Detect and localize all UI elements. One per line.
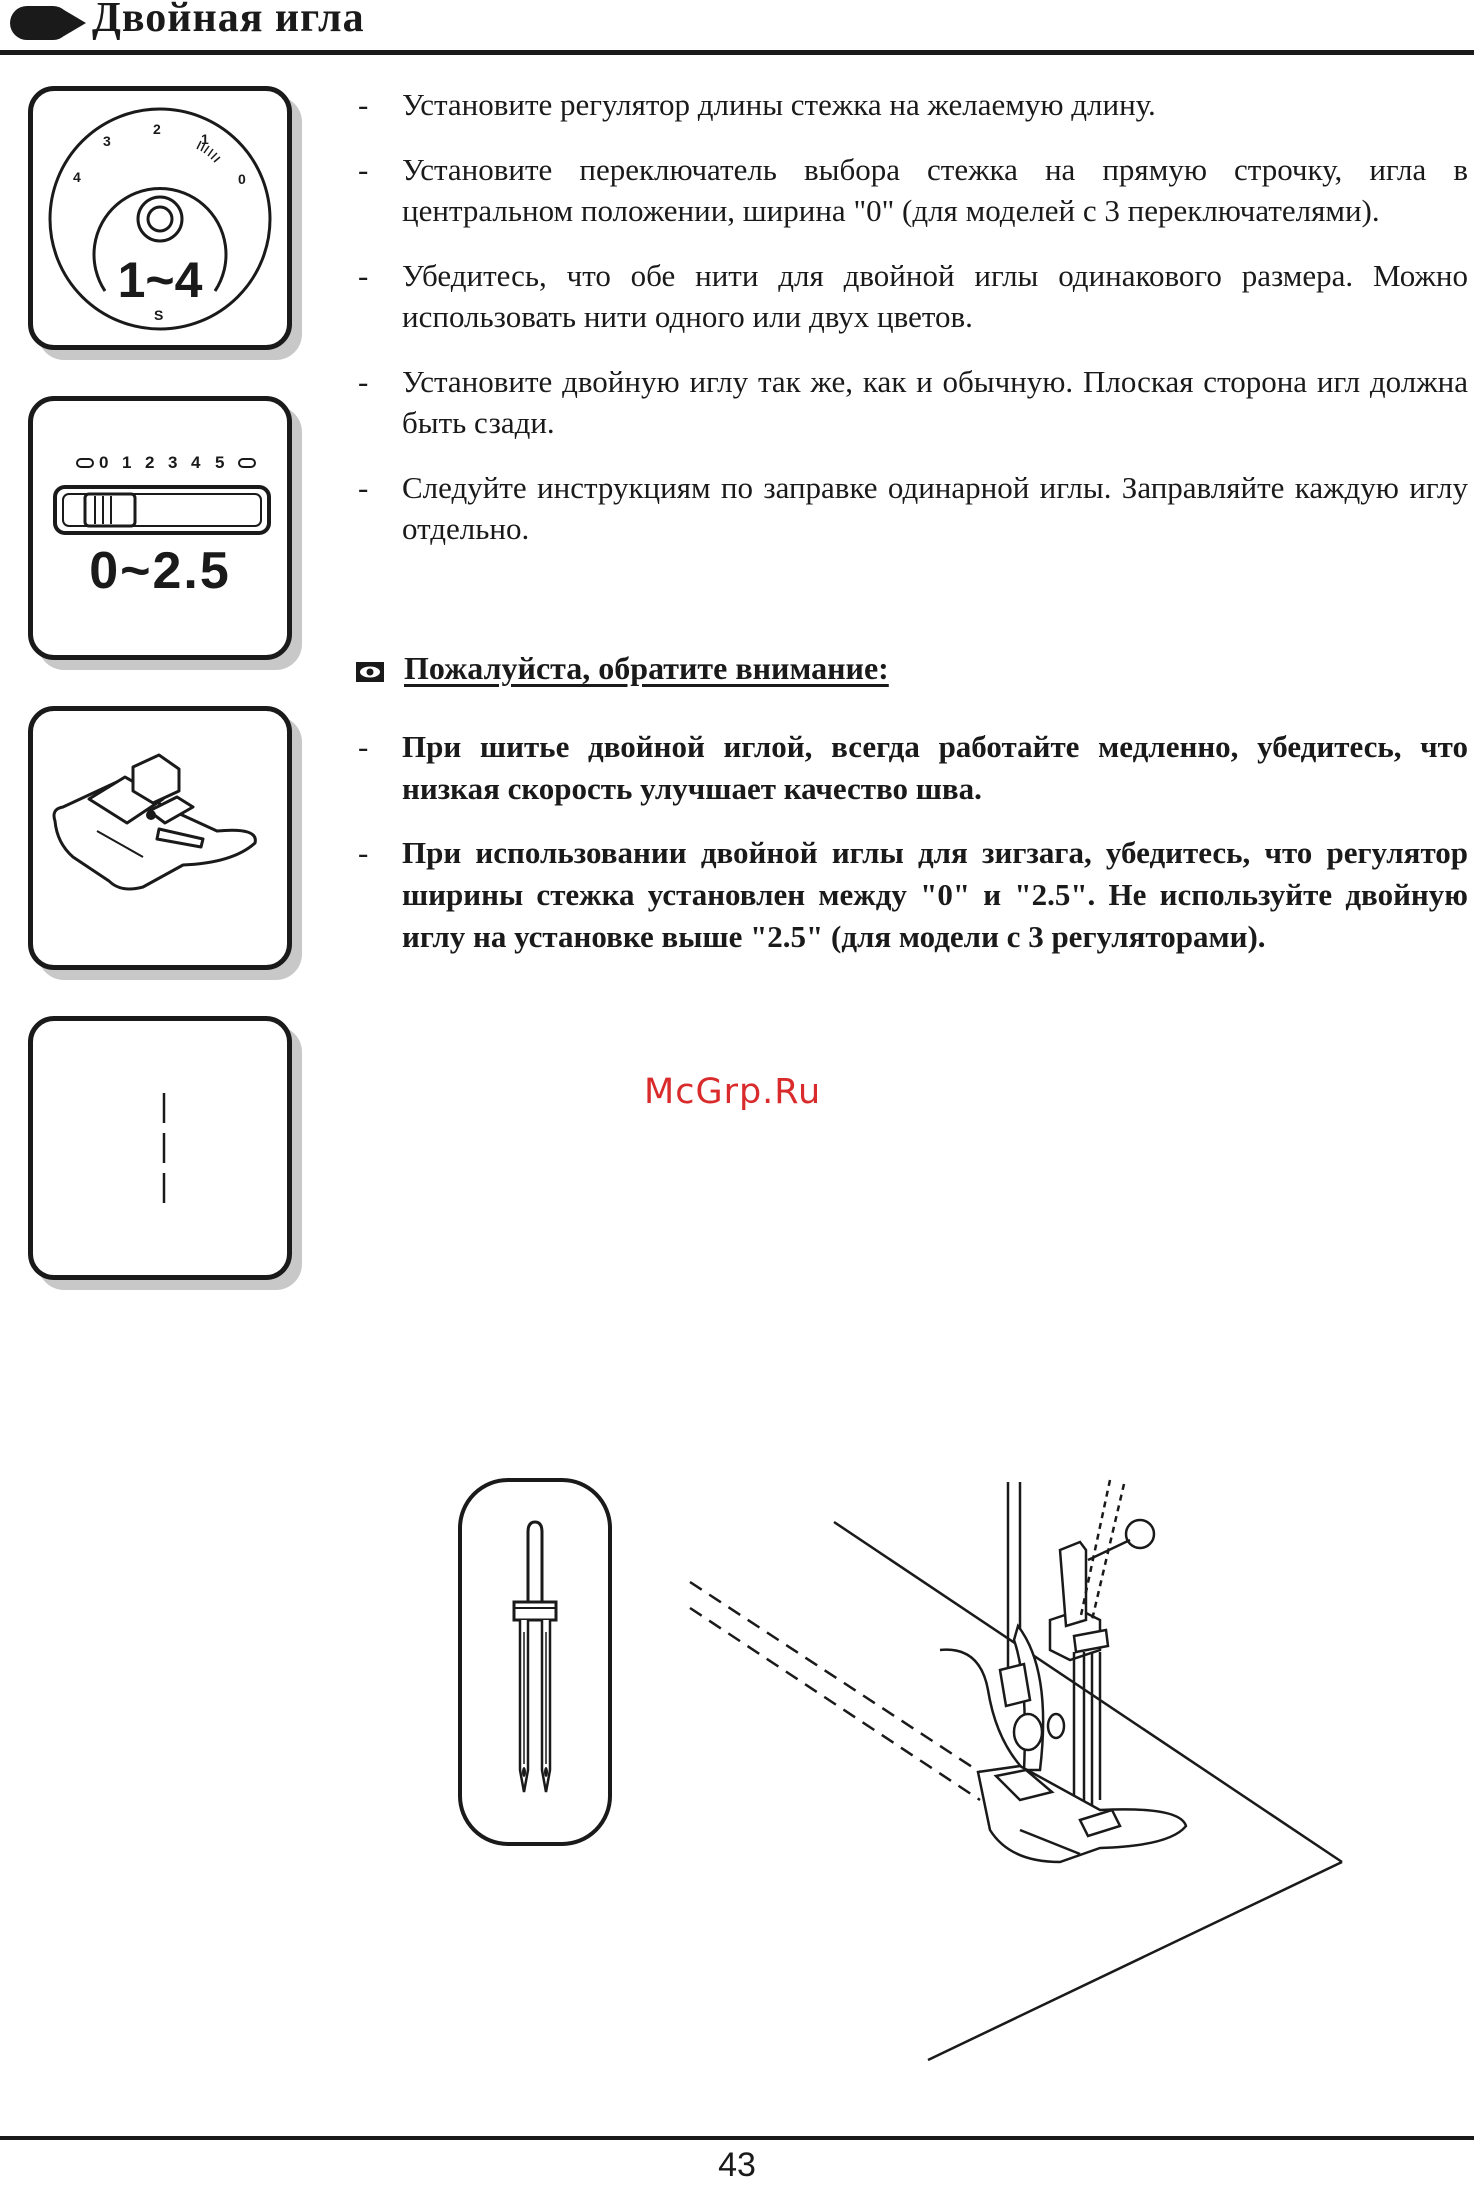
straight-stitch-pattern-icon xyxy=(33,1021,287,1275)
sewing-twin-needle-illustration xyxy=(680,1470,1360,2070)
dial-number: 3 xyxy=(103,133,111,149)
dial-bottom-label: S xyxy=(154,307,164,323)
dial-number: 2 xyxy=(153,121,161,137)
page-header xyxy=(0,0,1474,56)
note-list xyxy=(358,726,1468,980)
list-item: - Установите переключатель выбора стежка на прямую строчку, игла в центральном положении, ширина "0" (для моделей с 3 переключателями). xyxy=(358,152,1468,228)
stitch-length-value: 1~4 xyxy=(117,252,203,308)
footer-rule xyxy=(0,2136,1474,2140)
instruction-list xyxy=(358,84,1468,573)
list-item: - Установите регулятор длины стежка на желаемую длину. xyxy=(358,87,1156,122)
presser-foot-panel xyxy=(28,706,292,970)
stitch-length-panel xyxy=(28,86,292,350)
scale-number: 2 xyxy=(145,453,155,472)
twin-needle-icon xyxy=(462,1482,608,1842)
list-item: - При использовании двойной иглы для зигзага, убедитесь, что регулятор ширины стежка установлен между "0" и "2.5". Не используйте двойную иглу на установке выше "2.5" (для модели с 3 регуляторами). xyxy=(358,835,1468,954)
note-title: Пожалуйста, обратите внимание: xyxy=(404,650,889,686)
list-item: - Установите двойную иглу так же, как и обычную. Плоская сторона игл должна быть сзади. xyxy=(358,364,1468,440)
section-marker-icon xyxy=(10,6,86,40)
eye-icon xyxy=(356,662,384,682)
page-number: 43 xyxy=(718,2146,756,2184)
stitch-width-scale-icon xyxy=(33,401,287,655)
header-rule xyxy=(0,50,1474,55)
dial-number: 4 xyxy=(73,169,81,185)
dial-number: 1 xyxy=(201,131,209,147)
dial-number: 0 xyxy=(238,171,246,187)
stitch-width-value: 0~2.5 xyxy=(89,542,231,600)
scale-number: 1 xyxy=(122,453,132,472)
scale-number: 0 xyxy=(99,453,109,472)
zigzag-presser-foot-icon xyxy=(33,711,287,965)
list-item: - При шитье двойной иглой, всегда работайте медленно, убедитесь, что низкая скорость улучшает качество шва. xyxy=(358,729,1468,806)
stitch-pattern-panel xyxy=(28,1016,292,1280)
scale-number: 5 xyxy=(215,453,225,472)
watermark: McGrp.Ru xyxy=(644,1072,822,1112)
twin-needle-panel xyxy=(458,1478,612,1846)
list-item: - Следуйте инструкциям по заправке одинарной иглы. Заправляйте каждую иглу отдельно. xyxy=(358,470,1468,546)
stitch-width-panel xyxy=(28,396,292,660)
scale-number: 4 xyxy=(191,453,201,472)
page-title: Двойная игла xyxy=(92,0,365,41)
list-item: - Убедитесь, что обе нити для двойной иглы одинакового размера. Можно использовать нити одного или двух цветов. xyxy=(358,258,1468,334)
scale-number: 3 xyxy=(168,453,178,472)
